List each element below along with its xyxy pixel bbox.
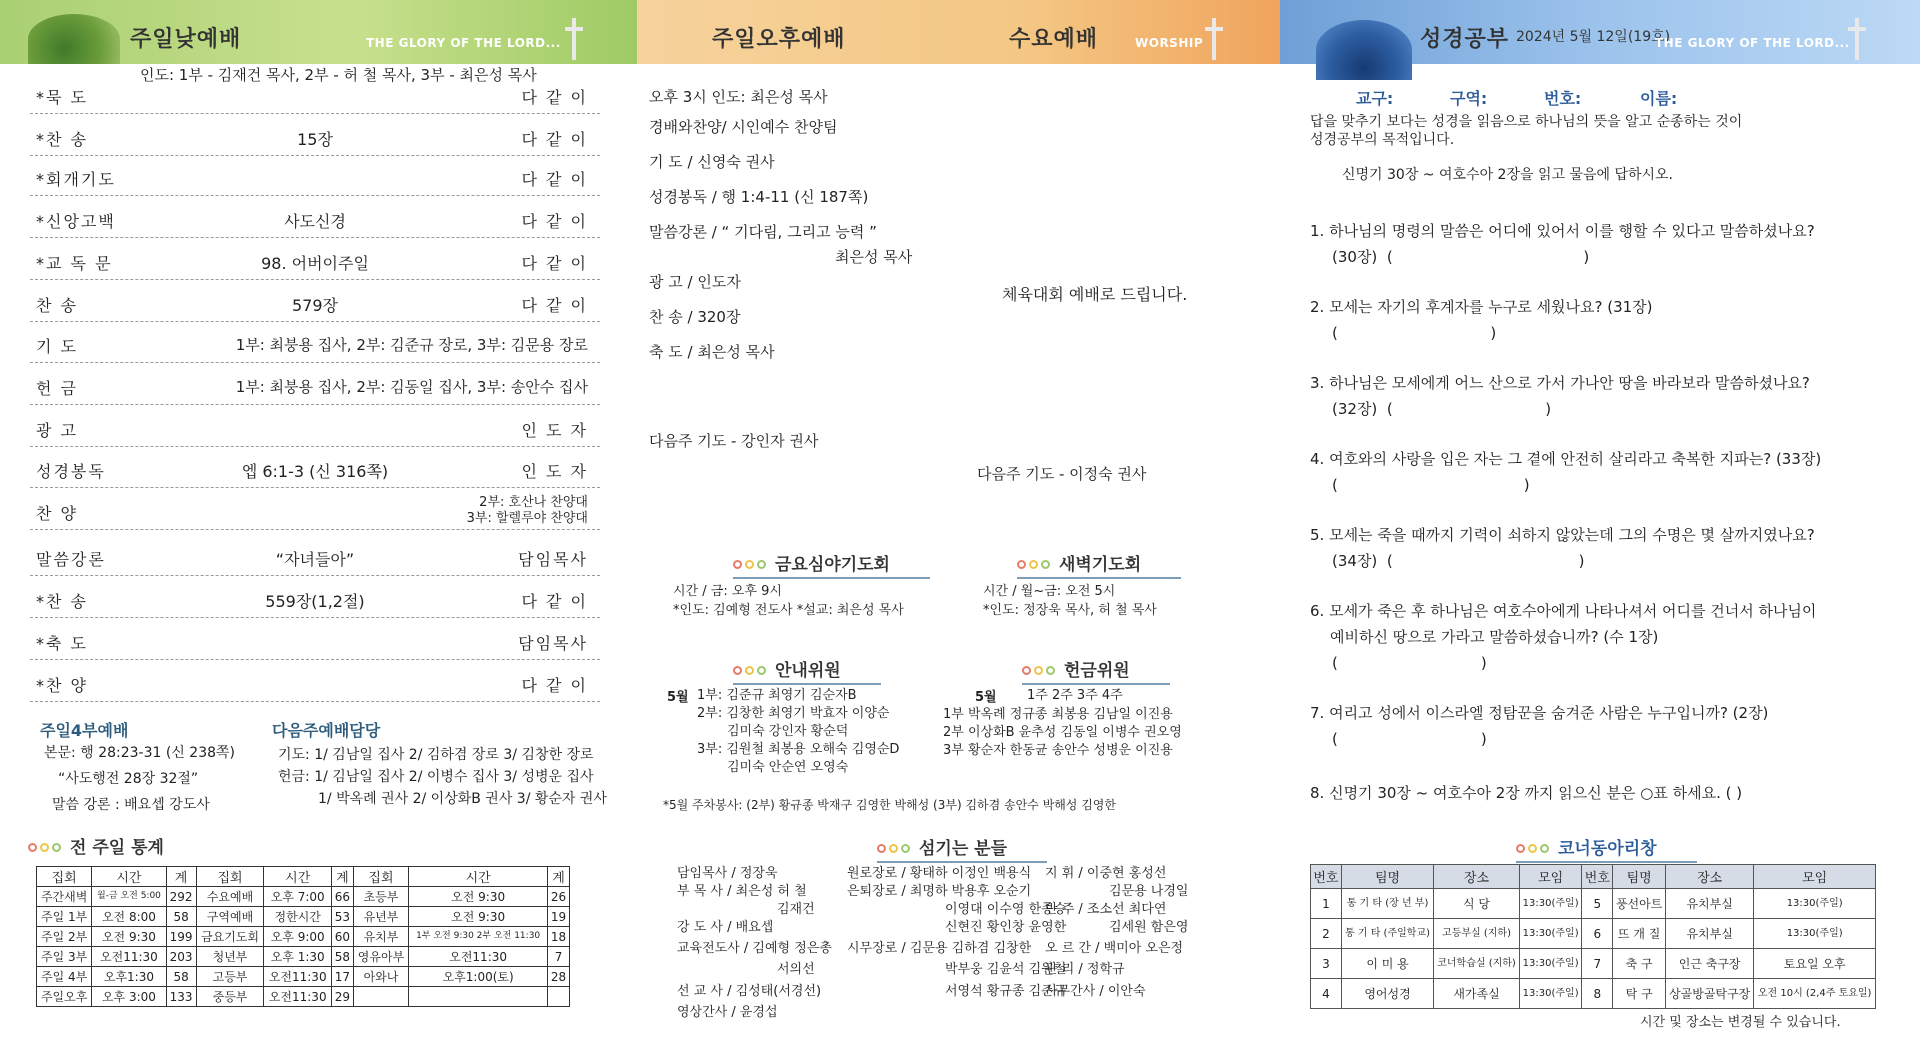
friday-line: *인도: 김예형 전도사 *설교: 최은성 목사 xyxy=(673,603,904,618)
order-row xyxy=(30,450,600,488)
table-cell: 아와나 xyxy=(353,967,408,987)
table-cell: 7 xyxy=(1582,949,1613,979)
servant-line: 서영석 황규종 김준규 xyxy=(945,984,1067,999)
servant-line: 원로장로 / 황태하 이정인 백용식 xyxy=(847,866,1032,881)
afternoon-banner xyxy=(637,0,1280,64)
order-label: *찬 양 xyxy=(36,676,88,695)
servant-line: 오 르 간 / 백미아 오은정 xyxy=(1045,941,1184,956)
banner-subtitle: THE GLORY OF THE LORD... xyxy=(1655,36,1850,50)
table-row xyxy=(37,947,570,967)
question-text: 5. 모세는 죽을 때까지 기력이 쇠하지 않았는데 그의 수명은 몇 살까지였나요? xyxy=(1310,526,1815,544)
afternoon-line: 찬 송 / 320장 xyxy=(649,308,741,326)
next-week-title: 다음주예배담당 xyxy=(272,721,381,740)
banner-title: 성경공부 xyxy=(1420,27,1510,52)
question-text: 7. 여리고 성에서 이스라엘 정탐꾼을 숨겨준 사람은 누구입니까? (2장) xyxy=(1310,704,1769,722)
servant-line: 신현진 황인창 윤영한 xyxy=(945,920,1067,935)
usher-month: 5월 xyxy=(667,690,689,705)
servant-line: 담임목사 / 정장욱 xyxy=(677,866,778,881)
table-cell: 오후 9:00 xyxy=(264,927,332,947)
table-row xyxy=(1311,979,1876,1009)
offering-line: 3부 황순자 한동균 송안수 성병운 이진용 xyxy=(943,743,1173,758)
table-cell: 영유아부 xyxy=(353,947,408,967)
table-cell: 1 xyxy=(1311,889,1342,919)
table-cell: 주일 2부 xyxy=(37,927,92,947)
order-row xyxy=(30,76,600,114)
question-text: 8. 신명기 30장 ~ 여호수아 2장 까지 읽으신 분은 ○표 하세요. ( ) xyxy=(1310,784,1743,802)
dawn-line: *인도: 정장욱 목사, 허 철 목사 xyxy=(983,603,1157,618)
offering-line: 1부 박옥례 정규종 최봉용 김남일 이진용 xyxy=(943,707,1173,722)
servant-line: 김재건 xyxy=(777,902,815,917)
table-cell: 18 xyxy=(548,927,570,947)
servants-heading xyxy=(877,834,1007,859)
servant-line: 김문용 나경일 xyxy=(1109,884,1189,899)
stats-header: 계 xyxy=(548,867,570,887)
table-cell: 26 xyxy=(548,887,570,907)
answer-blank: (32장) ( ) xyxy=(1332,400,1552,418)
table-cell: 13:30(주일) xyxy=(1754,919,1876,949)
offering-month: 5월 xyxy=(975,690,997,705)
order-leader: 인 도 자 xyxy=(521,462,588,481)
table-row xyxy=(1311,889,1876,919)
order-label: 찬 송 xyxy=(36,296,78,315)
order-item: 15장 xyxy=(297,130,333,149)
afternoon-line: 말씀강론 / “ 기다림, 그리고 능력 ” xyxy=(649,223,877,241)
table-cell: 월-금 오전 5:00 xyxy=(92,887,166,907)
table-cell: 토요일 오후 xyxy=(1754,949,1876,979)
servant-line: 부 목 사 / 최은성 허 철 xyxy=(677,884,807,899)
club-header: 장소 xyxy=(1665,865,1753,889)
answer-blank: ( ) xyxy=(1332,476,1530,494)
order-leader: 1부: 최붕용 집사, 2부: 김동일 집사, 3부: 송안수 집사 xyxy=(235,378,588,396)
cross-icon xyxy=(565,18,583,60)
order-leader: 1부: 최붕용 집사, 2부: 김준규 장로, 3부: 김문용 장로 xyxy=(235,336,588,354)
order-row xyxy=(30,325,600,363)
club-header: 팀명 xyxy=(1341,865,1433,889)
afternoon-line: 광 고 / 인도자 xyxy=(649,273,741,291)
table-cell: 58 xyxy=(332,947,354,967)
order-row xyxy=(30,492,600,530)
sub4-line: 말씀 강론 : 배요셉 강도사 xyxy=(52,797,210,813)
offering-title: 헌금위원 xyxy=(1064,661,1130,681)
table-cell: 13:30(주일) xyxy=(1519,889,1582,919)
table-cell: 2 xyxy=(1311,919,1342,949)
banner-subtitle: THE GLORY OF THE LORD... xyxy=(366,36,561,50)
friday-title: 금요심야기도회 xyxy=(775,555,890,575)
club-heading xyxy=(1516,834,1657,859)
table-cell: 수요예배 xyxy=(196,887,264,907)
table-cell: 풍선아트 xyxy=(1613,889,1666,919)
order-item: 엡 6:1-3 (신 316쪽) xyxy=(241,462,389,481)
club-table xyxy=(1310,864,1876,1009)
table-cell: 코너학습실 (지하) xyxy=(1434,949,1520,979)
next-week-line: 헌금: 1/ 김남일 집사 2/ 이병수 집사 3/ 성병운 집사 xyxy=(278,769,594,785)
afternoon-line: 오후 3시 인도: 최은성 목사 xyxy=(649,88,828,106)
table-cell: 청년부 xyxy=(196,947,264,967)
question-text: 2. 모세는 자기의 후계자를 누구로 세웠나요? (31장) xyxy=(1310,298,1653,316)
club-header: 모임 xyxy=(1754,865,1876,889)
servant-line: 교육전도사 / 김예형 정은총 xyxy=(677,941,832,956)
wednesday-note: 체육대회 예배로 드립니다. xyxy=(1002,285,1188,304)
table-cell: 유치부실 xyxy=(1665,919,1753,949)
sub4-line: 본문: 행 28:23-31 (신 238쪽) xyxy=(44,745,235,761)
servant-line: 관 리 / 정학규 xyxy=(1045,962,1125,977)
table-cell: 133 xyxy=(166,987,196,1007)
table-row xyxy=(1311,949,1876,979)
dawn-heading xyxy=(1017,550,1141,575)
table-cell: 오전 9:30 xyxy=(92,927,166,947)
order-row xyxy=(30,538,600,576)
table-cell xyxy=(353,987,408,1007)
order-leader: 다 같 이 xyxy=(521,130,588,149)
usher-line: 김미숙 강인자 황순덕 xyxy=(727,724,849,739)
table-cell: 구역예배 xyxy=(196,907,264,927)
table-cell: 29 xyxy=(332,987,354,1007)
table-cell: 58 xyxy=(166,967,196,987)
order-leader: 다 같 이 xyxy=(521,676,588,695)
question-text: 3. 하나님은 모세에게 어느 산으로 가서 가나안 땅을 바라보라 말씀하셨나요? xyxy=(1310,374,1810,392)
order-row xyxy=(30,622,600,660)
intro-line: 답을 맞추기 보다는 성경을 읽음으로 하나님의 뜻을 알고 순종하는 것이 xyxy=(1310,114,1743,130)
servant-line: 시무장로 / 김문용 김하겸 김창한 xyxy=(847,941,1032,956)
order-label: 성경봉독 xyxy=(36,462,106,481)
table-cell: 통 기 타 (장 년 부) xyxy=(1341,889,1433,919)
order-label: *신앙고백 xyxy=(36,212,116,231)
table-cell: 오전 9:30 xyxy=(409,907,548,927)
table-cell: 고등부 xyxy=(196,967,264,987)
order-leader: 인 도 자 xyxy=(521,421,588,440)
friday-heading xyxy=(733,550,890,575)
order-row xyxy=(30,664,600,702)
order-item: 98. 어버이주일 xyxy=(261,254,369,273)
table-cell: 8 xyxy=(1582,979,1613,1009)
sunday-banner xyxy=(0,0,637,64)
order-leader: 담임목사 xyxy=(518,550,588,569)
dots-icon xyxy=(1022,666,1056,676)
order-leader: 다 같 이 xyxy=(521,296,588,315)
table-cell: 주간새벽 xyxy=(37,887,92,907)
leaf-illustration xyxy=(28,14,120,64)
table-cell: 13:30(주일) xyxy=(1754,889,1876,919)
answer-blank: ( ) xyxy=(1332,324,1497,342)
usher-line: 3부: 김원철 최봉용 오해숙 김영순D xyxy=(697,742,900,757)
order-leader: 다 같 이 xyxy=(521,170,588,189)
banner-title: 주일낮예배 xyxy=(130,27,242,52)
order-label: *축 도 xyxy=(36,634,88,653)
table-cell: 상골방골탁구장 xyxy=(1665,979,1753,1009)
servant-line: 선 교 사 / 김성태(서경선) xyxy=(677,984,822,999)
dots-icon xyxy=(1017,560,1051,570)
order-row xyxy=(30,580,600,618)
table-row xyxy=(37,927,570,947)
table-cell: 7 xyxy=(548,947,570,967)
dots-icon xyxy=(733,666,767,676)
table-cell: 66 xyxy=(332,887,354,907)
order-label: *찬 송 xyxy=(36,592,88,611)
servant-line: 이영대 이수영 한종승 xyxy=(945,902,1067,917)
issue-date: 2024년 5월 12일(19호) xyxy=(1516,29,1671,45)
afternoon-line: 경배와찬양/ 시인예수 찬양팀 xyxy=(649,118,838,136)
order-label: 말씀강론 xyxy=(36,550,106,569)
question-text: 4. 여호와의 사랑을 입은 자는 그 곁에 안전히 살리라고 축복한 지파는? (33장) xyxy=(1310,450,1822,468)
table-cell: 오전 9:30 xyxy=(409,887,548,907)
table-cell: 203 xyxy=(166,947,196,967)
sub4-line: “사도행전 28장 32절” xyxy=(58,771,199,787)
order-label: *회개기도 xyxy=(36,170,116,189)
question-text: 1. 하나님의 명령의 말씀은 어디에 있어서 이를 행할 수 있다고 말씀하셨나요? xyxy=(1310,222,1815,240)
offering-weeks: 1주 2주 3주 4주 xyxy=(1027,688,1123,703)
club-header: 번호 xyxy=(1582,865,1613,889)
afternoon-line: 최은성 목사 xyxy=(835,248,913,266)
order-label: *교 독 문 xyxy=(36,254,113,273)
offering-line: 2부 이상화B 윤추성 김동일 이병수 권오영 xyxy=(943,725,1182,740)
table-cell: 오후1:00(토) xyxy=(409,967,548,987)
table-cell: 13:30(주일) xyxy=(1519,979,1582,1009)
usher-line: 2부: 김창한 최영기 박효자 이양순 xyxy=(697,706,890,721)
table-cell: 5 xyxy=(1582,889,1613,919)
table-cell: 축 구 xyxy=(1613,949,1666,979)
club-title: 코너동아리창 xyxy=(1558,839,1657,859)
servants-title: 섬기는 분들 xyxy=(919,839,1008,859)
order-leader: 2부: 호산나 찬양대 xyxy=(479,495,588,510)
table-row xyxy=(37,967,570,987)
table-cell: 오전 8:00 xyxy=(92,907,166,927)
stats-header: 시간 xyxy=(409,867,548,887)
answer-blank: (34장) ( ) xyxy=(1332,552,1585,570)
club-header: 모임 xyxy=(1519,865,1582,889)
banner-title: 주일오후예배 xyxy=(712,27,846,52)
servant-line: 영상간사 / 윤경섭 xyxy=(677,1005,778,1020)
table-cell: 통 기 타 (주일학교) xyxy=(1341,919,1433,949)
afternoon-line: 축 도 / 최은성 목사 xyxy=(649,343,775,361)
table-cell: 유년부 xyxy=(353,907,408,927)
table-cell: 13:30(주일) xyxy=(1519,949,1582,979)
stats-header: 계 xyxy=(332,867,354,887)
afternoon-worship-panel xyxy=(637,0,1280,1061)
usher-line: 1부: 김준규 최영기 김순자B xyxy=(697,688,857,703)
order-row xyxy=(30,200,600,238)
table-cell: 오전11:30 xyxy=(92,947,166,967)
bible-study-banner xyxy=(1280,0,1920,64)
order-row xyxy=(30,118,600,156)
table-cell: 중등부 xyxy=(196,987,264,1007)
stats-header: 시간 xyxy=(92,867,166,887)
afternoon-line: 성경봉독 / 행 1:4-11 (신 187쪽) xyxy=(649,188,869,206)
order-row xyxy=(30,367,600,405)
order-item: “자녀들아” xyxy=(275,550,355,569)
dawn-line: 시간 / 월~금: 오전 5시 xyxy=(983,584,1116,599)
stats-title: 전 주일 통계 xyxy=(70,838,164,858)
table-cell: 3 xyxy=(1311,949,1342,979)
order-label: *찬 송 xyxy=(36,130,88,149)
table-cell: 영어성경 xyxy=(1341,979,1433,1009)
table-row xyxy=(37,887,570,907)
servant-line: 반 주 / 조소선 최다연 xyxy=(1045,902,1167,917)
order-label: 찬 양 xyxy=(36,504,78,523)
table-row xyxy=(37,907,570,927)
offering-heading xyxy=(1022,656,1130,681)
club-header: 번호 xyxy=(1311,865,1342,889)
table-cell: 유치부실 xyxy=(1665,889,1753,919)
servant-line: 서의선 xyxy=(777,962,815,977)
table-cell: 19 xyxy=(548,907,570,927)
table-cell: 주일 1부 xyxy=(37,907,92,927)
table-cell: 새가족실 xyxy=(1434,979,1520,1009)
banner-subtitle: WORSHIP xyxy=(1135,36,1204,50)
stats-header: 집회 xyxy=(353,867,408,887)
table-cell: 오전11:30 xyxy=(264,987,332,1007)
stats-header: 집회 xyxy=(196,867,264,887)
table-cell: 오후1:30 xyxy=(92,967,166,987)
order-item: 사도신경 xyxy=(284,212,346,231)
order-leader: 다 같 이 xyxy=(521,254,588,273)
leaders-line: 인도: 1부 - 김재건 목사, 2부 - 허 철 목사, 3부 - 최은성 목사 xyxy=(140,66,537,84)
friday-line: 시간 / 금: 오후 9시 xyxy=(673,584,782,599)
order-leader: 다 같 이 xyxy=(521,592,588,611)
table-cell: 주일 3부 xyxy=(37,947,92,967)
field-name: 이름: xyxy=(1640,89,1678,108)
usher-line: 김미숙 안순연 오영숙 xyxy=(727,760,849,775)
answer-blank: (30장) ( ) xyxy=(1332,248,1590,266)
table-cell: 금요기도회 xyxy=(196,927,264,947)
table-cell: 오전11:30 xyxy=(409,947,548,967)
table-cell: 오전 10시 (2,4주 토요일) xyxy=(1754,979,1876,1009)
table-cell: 이 미 용 xyxy=(1341,949,1433,979)
table-cell: 오후 1:30 xyxy=(264,947,332,967)
question-text: 예비하신 땅으로 가라고 말씀하셨습니까? (수 1장) xyxy=(1330,628,1659,646)
club-header: 장소 xyxy=(1434,865,1520,889)
table-cell: 뜨 개 질 xyxy=(1613,919,1666,949)
intro-line: 성경공부의 목적입니다. xyxy=(1310,132,1455,148)
dots-icon xyxy=(1516,844,1550,854)
order-item: 559장(1,2절) xyxy=(265,592,365,611)
order-label: 헌 금 xyxy=(36,379,78,398)
table-cell: 53 xyxy=(332,907,354,927)
banner-title-wednesday: 수요예배 xyxy=(1009,27,1099,52)
table-cell: 정한시간 xyxy=(264,907,332,927)
sub4-title: 주일4부예배 xyxy=(40,721,129,740)
table-cell: 292 xyxy=(166,887,196,907)
table-cell: 오후 7:00 xyxy=(264,887,332,907)
servant-line: 지 휘 / 이중현 홍성선 xyxy=(1045,866,1167,881)
stats-header: 계 xyxy=(166,867,196,887)
dots-icon xyxy=(733,560,767,570)
stats-table xyxy=(36,866,570,1007)
afternoon-next: 다음주 기도 - 강인자 권사 xyxy=(649,432,819,450)
table-cell: 199 xyxy=(166,927,196,947)
cross-icon xyxy=(1205,18,1223,60)
stats-heading xyxy=(28,833,164,858)
next-week-line: 기도: 1/ 김남일 집사 2/ 김하겸 장로 3/ 김창한 장로 xyxy=(278,747,594,763)
servant-line: 강 도 사 / 배요셉 xyxy=(677,920,774,935)
instruction: 신명기 30장 ~ 여호수아 2장을 읽고 물음에 답하시오. xyxy=(1342,167,1674,183)
table-cell: 4 xyxy=(1311,979,1342,1009)
order-row xyxy=(30,158,600,196)
table-cell: 고등부실 (지하) xyxy=(1434,919,1520,949)
dots-icon xyxy=(877,844,911,854)
globe-illustration xyxy=(1316,20,1412,80)
table-cell: 유치부 xyxy=(353,927,408,947)
table-cell: 탁 구 xyxy=(1613,979,1666,1009)
servant-line: 사무간사 / 이안숙 xyxy=(1045,984,1146,999)
table-cell xyxy=(548,987,570,1007)
order-leader: 다 같 이 xyxy=(521,88,588,107)
table-cell: 오전11:30 xyxy=(264,967,332,987)
afternoon-line: 기 도 / 신영숙 권사 xyxy=(649,153,775,171)
table-cell: 오후 3:00 xyxy=(92,987,166,1007)
field-district: 교구: xyxy=(1356,89,1394,108)
servant-line: 김세원 함은영 xyxy=(1109,920,1189,935)
answer-blank: ( ) xyxy=(1332,730,1487,748)
table-cell: 1부 오전 9:30 2부 오전 11:30 xyxy=(409,927,548,947)
club-note: 시간 및 장소는 변경될 수 있습니다. xyxy=(1640,1015,1841,1030)
order-label: 기 도 xyxy=(36,337,78,356)
table-cell: 28 xyxy=(548,967,570,987)
order-item: 579장 xyxy=(292,296,338,315)
order-row xyxy=(30,242,600,280)
wednesday-next: 다음주 기도 - 이정숙 권사 xyxy=(977,465,1147,483)
next-week-line: 1/ 박옥례 권사 2/ 이상화B 권사 3/ 황순자 권사 xyxy=(318,791,607,807)
field-zone: 구역: xyxy=(1450,89,1488,108)
order-row xyxy=(30,284,600,322)
table-cell: 주일 4부 xyxy=(37,967,92,987)
table-cell: 식 당 xyxy=(1434,889,1520,919)
field-number: 번호: xyxy=(1544,89,1582,108)
servant-line: 은퇴장로 / 최명하 박용후 오순기 xyxy=(847,884,1032,899)
table-cell: 주일오후 xyxy=(37,987,92,1007)
order-row xyxy=(30,409,600,447)
club-header: 팀명 xyxy=(1613,865,1666,889)
answer-blank: ( ) xyxy=(1332,654,1487,672)
stats-header: 집회 xyxy=(37,867,92,887)
bible-study-panel xyxy=(1280,0,1920,1061)
table-cell: 60 xyxy=(332,927,354,947)
cross-icon xyxy=(1848,18,1866,60)
dawn-title: 새벽기도회 xyxy=(1059,555,1142,575)
stats-header: 시간 xyxy=(264,867,332,887)
table-cell: 17 xyxy=(332,967,354,987)
usher-title: 안내위원 xyxy=(775,661,841,681)
sunday-worship-panel xyxy=(0,0,637,1061)
table-row xyxy=(37,987,570,1007)
order-label: 광 고 xyxy=(36,421,78,440)
table-cell: 13:30(주일) xyxy=(1519,919,1582,949)
table-cell: 인근 축구장 xyxy=(1665,949,1753,979)
table-cell: 58 xyxy=(166,907,196,927)
question-text: 6. 모세가 죽은 후 하나님은 여호수아에게 나타나셔서 어디를 건너서 하나님이 xyxy=(1310,602,1817,620)
table-cell: 6 xyxy=(1582,919,1613,949)
table-cell xyxy=(409,987,548,1007)
order-leader: 담임목사 xyxy=(518,634,588,653)
order-leader: 3부: 할렐루야 찬양대 xyxy=(466,511,588,526)
servant-line: 박부웅 김윤석 김원철 xyxy=(945,962,1067,977)
dots-icon xyxy=(28,843,62,853)
table-row xyxy=(1311,919,1876,949)
parking-note: *5월 주차봉사: (2부) 황규종 박재구 김영한 박해성 (3부) 김하겸 송안수 박해성 김영한 xyxy=(663,798,1116,812)
order-label: *묵 도 xyxy=(36,88,88,107)
order-leader: 다 같 이 xyxy=(521,212,588,231)
table-cell: 초등부 xyxy=(353,887,408,907)
usher-heading xyxy=(733,656,841,681)
